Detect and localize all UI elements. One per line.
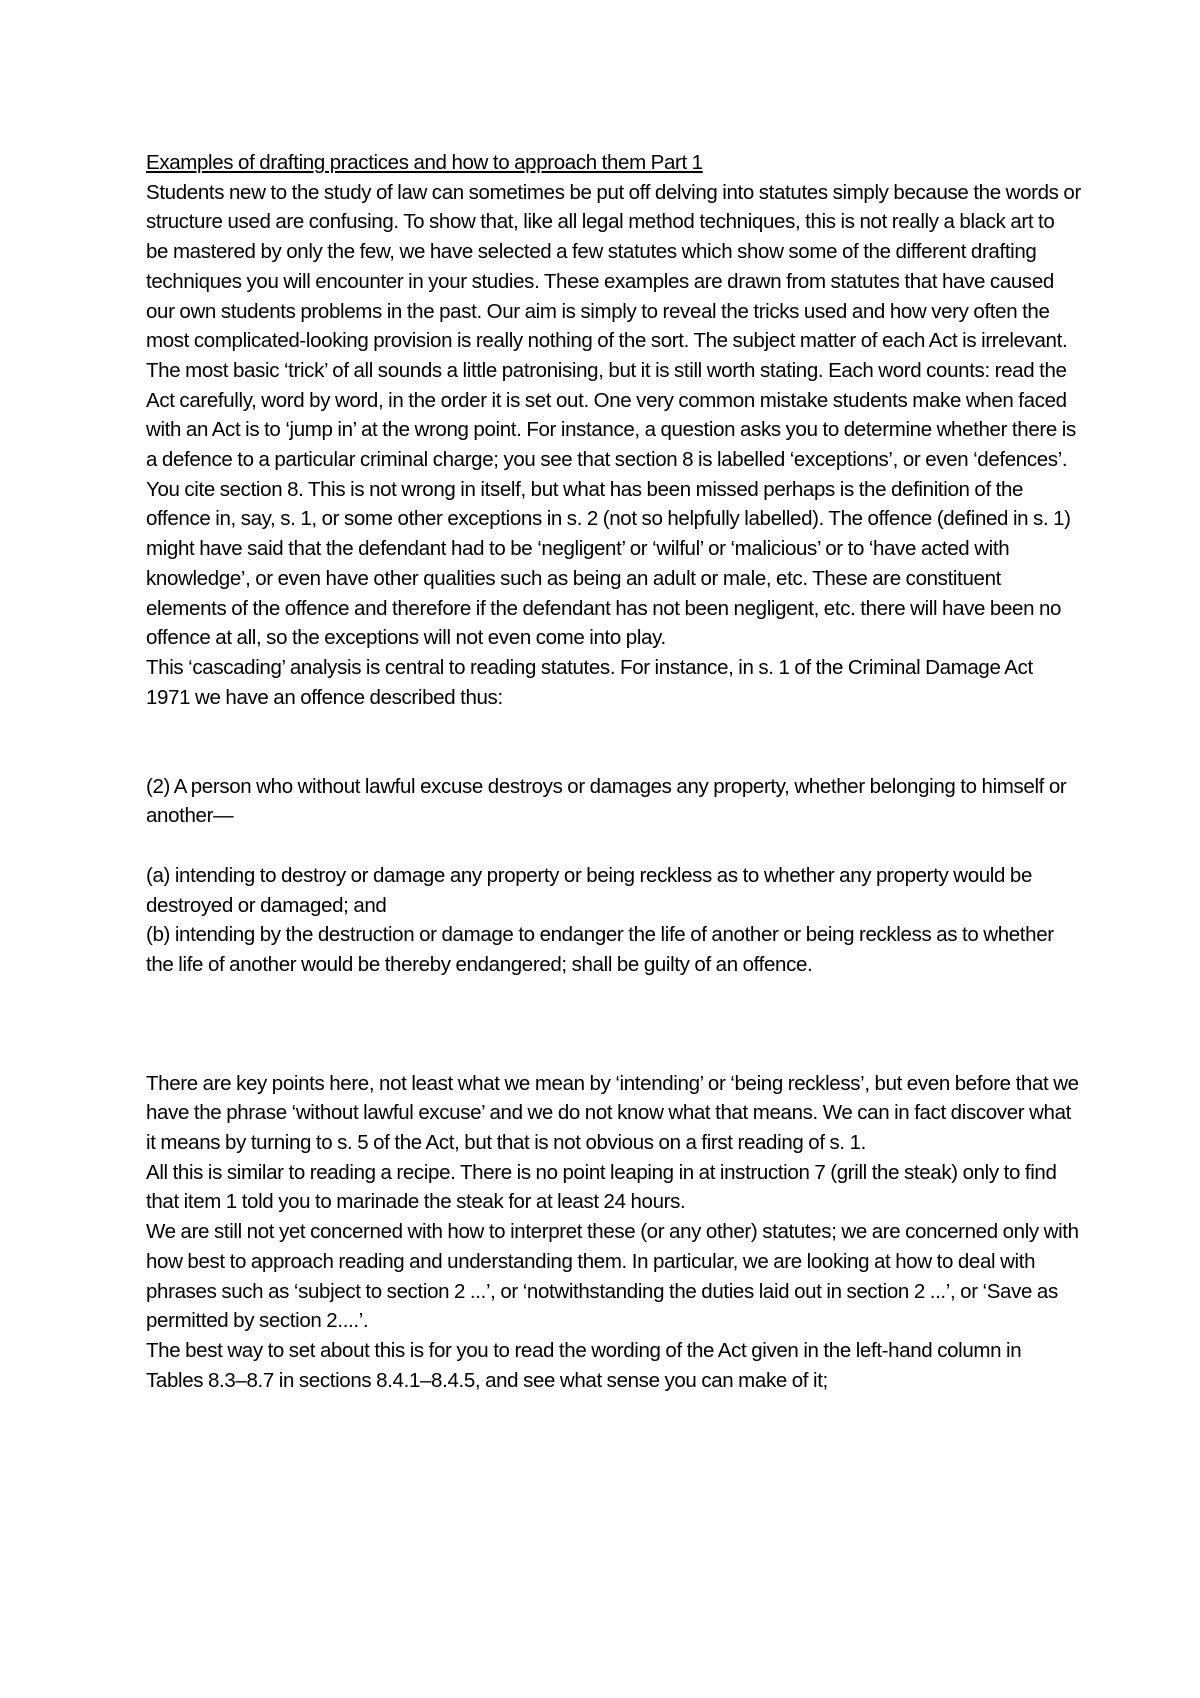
paragraph-tables: The best way to set about this is for you to read the wording of the Act given in the left-hand column in Tables 8.3–8.7 in sections 8.4.1–8.4.5, and see what sense you can make of it; — [146, 1338, 1022, 1392]
paragraph-basic-trick: The most basic ‘trick’ of all sounds a little patronising, but it is still worth stating. Each word counts: read the Act carefully, word by word, in the order it is set out. One very common mistake students make when faced with an Act is to ‘jump in’ at the wrong point. For instance, a question asks you to determine whether there is a defence to a particular criminal charge; you see that section 8 is labelled ‘exceptions’, or even ‘defences’. You cite section 8. This is not wrong in itself, but what has been missed perhaps is the definition of the offence in, say, s. 1, or some other exceptions in s. 2 (not so helpfully labelled). The offence (defined in s. 1) might have said that the defendant had to be ‘negligent’ or ‘wilful’ or ‘malicious’ or to ‘have acted with knowledge’, or even have other qualities such as being an adult or male, etc. These are constituent elements of the offence and therefore if the defendant has not been negligent, etc. there will have been no offence at all, so the exceptions will not even come into play. — [146, 358, 1076, 650]
statute-quote-intro: (2) A person who without lawful excuse destroys or damages any property, whether belonging to himself or another— — [146, 774, 1067, 828]
paragraph-recipe: All this is similar to reading a recipe. There is no point leaping in at instruction 7 (grill the steak) only to find that item 1 told you to marinade the steak for at least 24 hours. — [146, 1160, 1057, 1214]
spacer — [146, 980, 1081, 1069]
paragraph-cascading-analysis: This ‘cascading’ analysis is central to reading statutes. For instance, in s. 1 of the Criminal Damage Act 1971 we have an offence described thus: — [146, 655, 1033, 709]
paragraph-approach: We are still not yet concerned with how to interpret these (or any other) statutes; we are concerned only with how best to approach reading and understanding them. In particular, we are looking at how to deal with phrases such as ‘subject to section 2 ...’, or ‘notwithstanding the duties laid out in section 2 ...’, or ‘Save as permitted by section 2....’. — [146, 1220, 1079, 1333]
paragraph-key-points: There are key points here, not least what we mean by ‘intending’ or ‘being reckless’, but even before that we have the phrase ‘without lawful excuse’ and we do not know what that means. We can in fact discover what it means by turning to s. 5 of the Act, but that is not obvious on a first reading of s. 1. — [146, 1071, 1079, 1155]
statute-quote-item-b: (b) intending by the destruction or damage to endanger the life of another or being reckless as to whether the life of another would be thereby endangered; shall be guilty of an offence. — [146, 923, 1054, 976]
spacer — [146, 712, 1081, 771]
paragraph-intro: Students new to the study of law can sometimes be put off delving into statutes simply because the words or structure used are confusing. To show that, like all legal method techniques, this is not really a black art to be mastered by only the few, we have selected a few statutes which show some of the different drafting techniques you will encounter in your studies. These examples are drawn from statutes that have caused our own students problems in the past. Our aim is simply to reveal the tricks used and how very often the most complicated-looking provision is really nothing of the sort. The subject matter of each Act is irrelevant. — [146, 180, 1081, 353]
spacer — [146, 831, 1081, 861]
document-title: Examples of drafting practices and how to approach them Part 1 — [146, 151, 703, 174]
document-body — [146, 148, 1081, 1395]
statute-quote-item-a: (a) intending to destroy or damage any property or being reckless as to whether any property would be destroyed or damaged; and — [146, 863, 1032, 917]
